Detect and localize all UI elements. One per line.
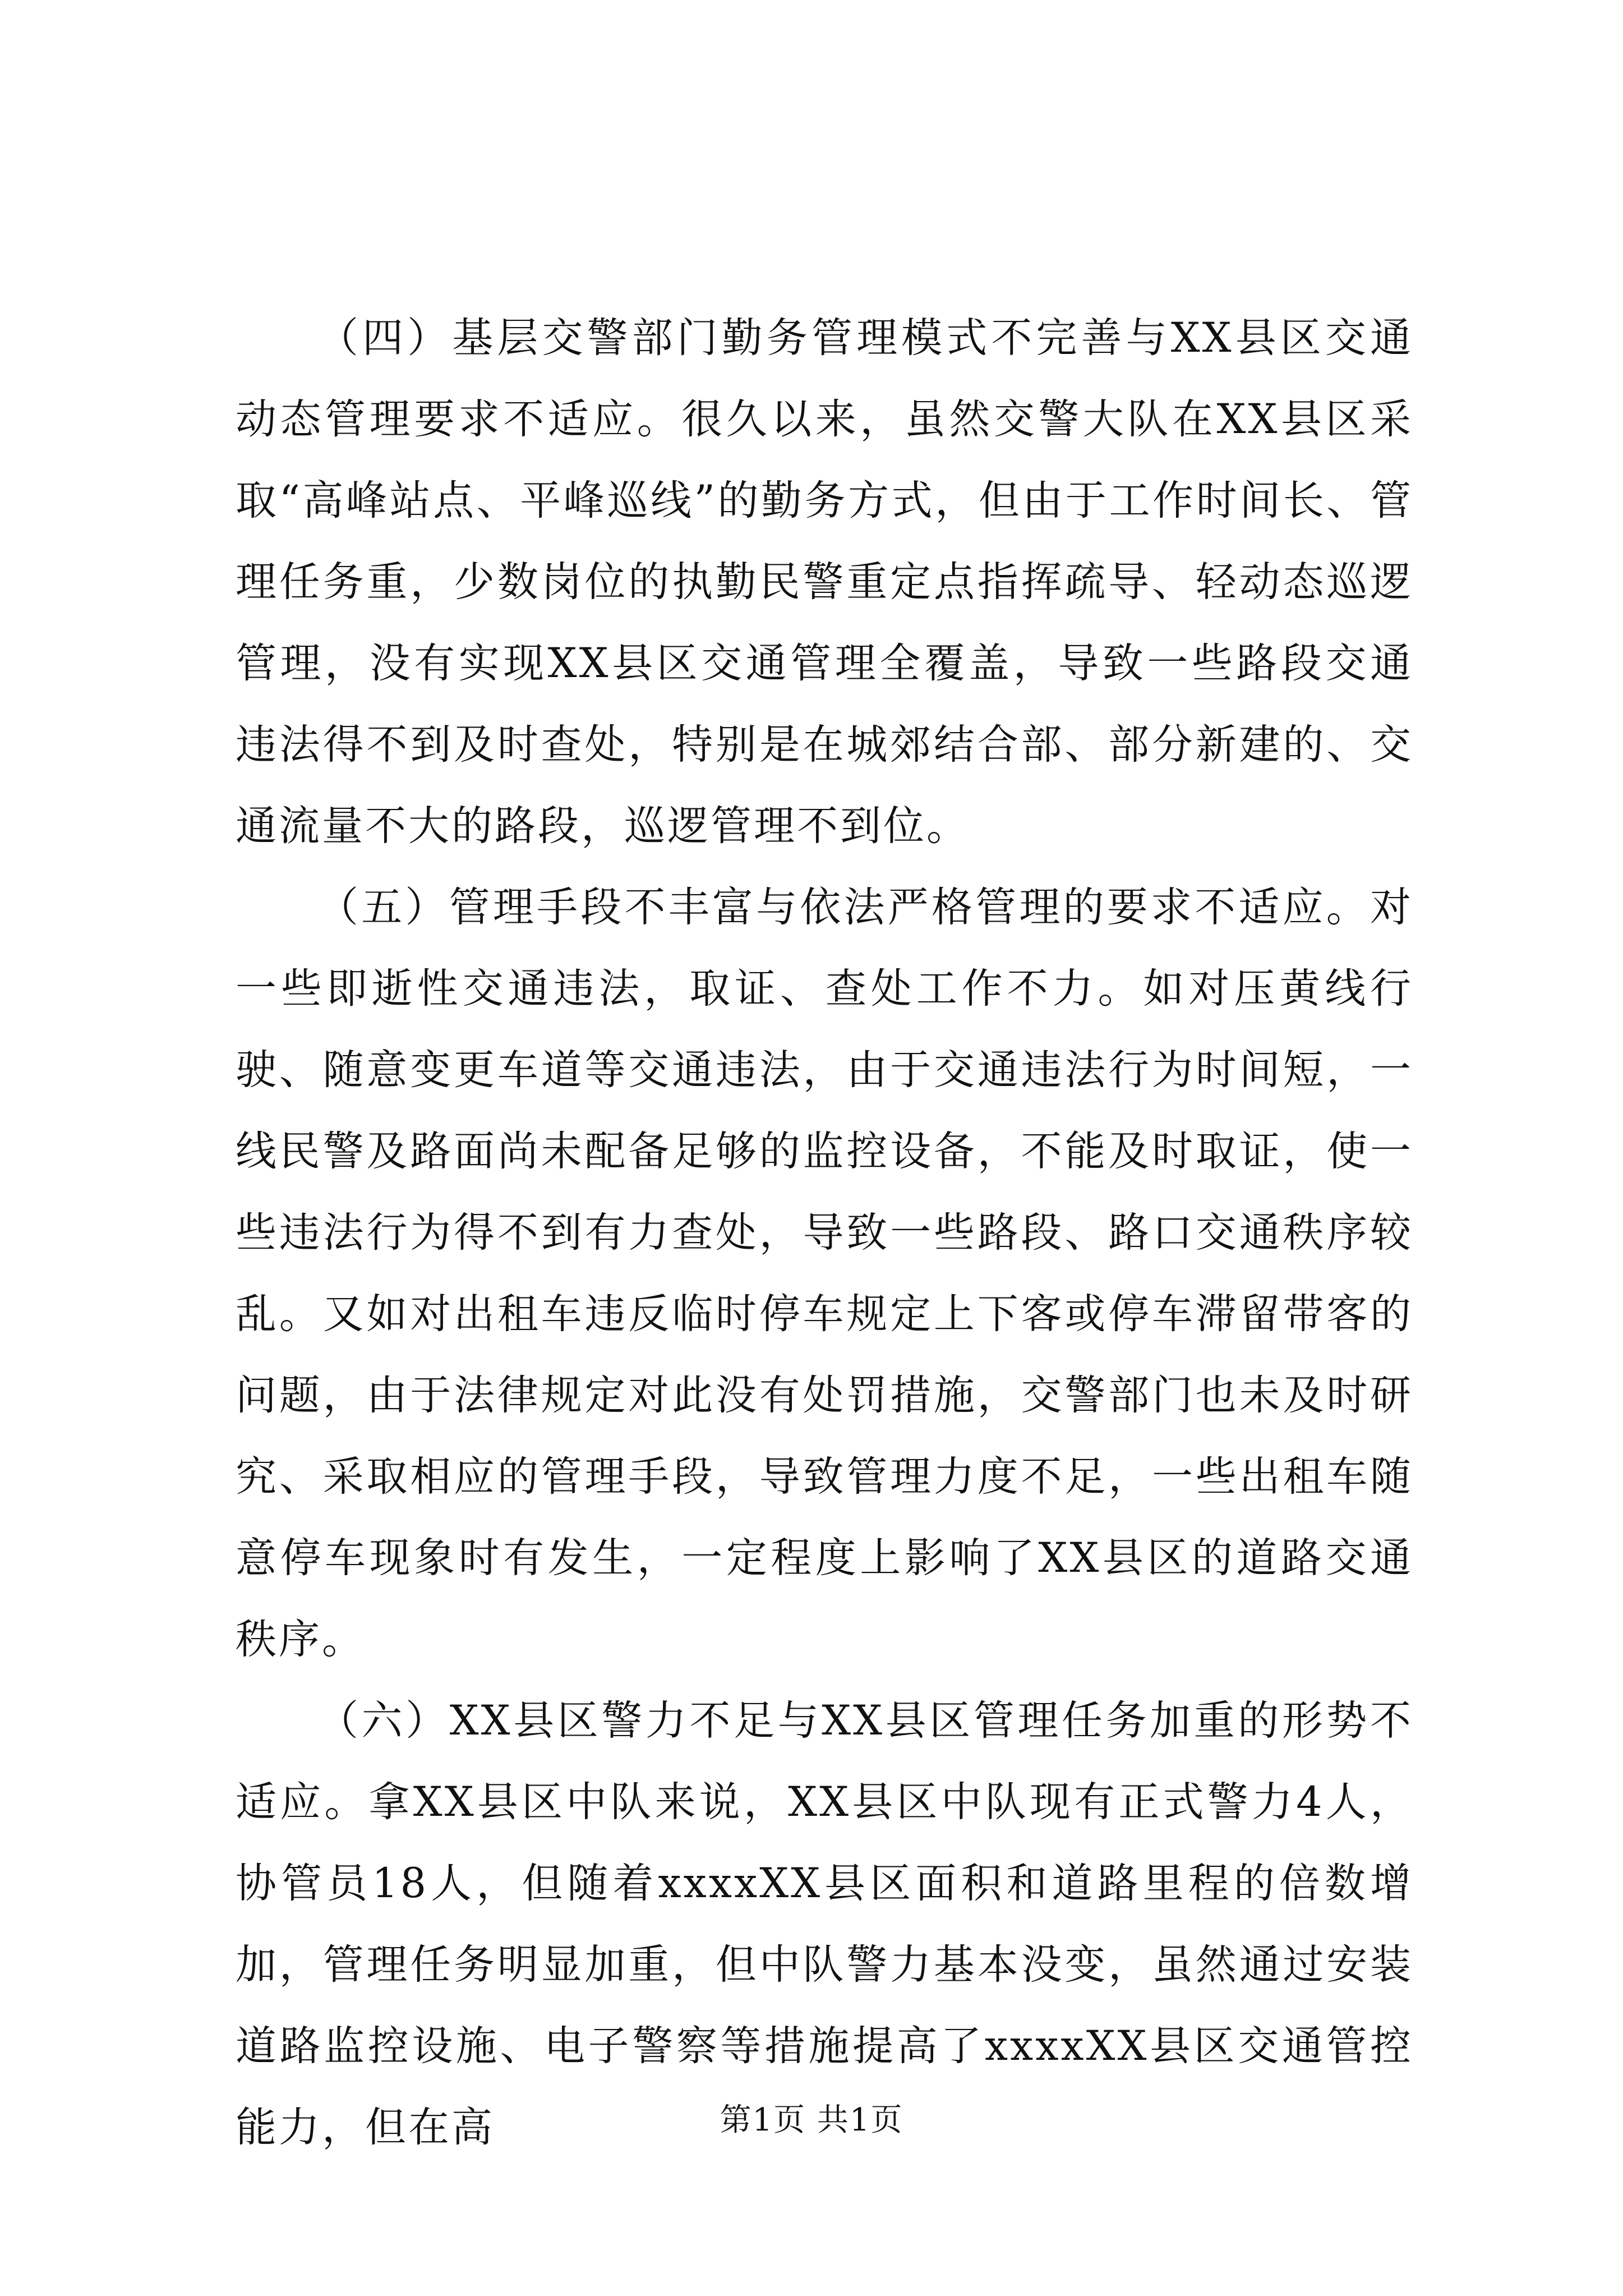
paragraph-five: （五）管理手段不丰富与依法严格管理的要求不适应。对一些即逝性交通违法，取证、查处工作不力。如对压黄线行驶、随意变更车道等交通违法，由于交通违法行为时间短，一线民警及路面尚未配备足够的监控设备，不能及时取证，使一些违法行为得不到有力查处，导致一些路段、路口交通秩序较乱。又如对出租车违反临时停车规定上下客或停车滞留带客的问题，由于法律规定对此没有处罚措施，交警部门也未及时研究、采取相应的管理手段，导致管理力度不足，一些出租车随意停车现象时有发生，一定程度上影响了XX县区的道路交通秩序。 [236, 884, 1413, 1663]
document-body [236, 297, 1413, 2168]
page-footer: 第1页 共1页 [720, 2102, 903, 2138]
paragraph-six: （六）XX县区警力不足与XX县区管理任务加重的形势不适应。拿XX县区中队来说，XX县区中队现有正式警力4人，协管员18人，但随着xxxxXX县区面积和道路里程的倍数增加，管理任务明显加重，但中队警力基本没变，虽然通过安装道路监控设施、电子警察等措施提高了xxxxXX县区交通管控能力，但在高 [236, 1697, 1413, 2151]
paragraph-four: （四）基层交警部门勤务管理模式不完善与XX县区交通动态管理要求不适应。很久以来，虽然交警大队在XX县区采取“高峰站点、平峰巡线”的勤务方式，但由于工作时间长、管理任务重，少数岗位的执勤民警重定点指挥疏导、轻动态巡逻管理，没有实现XX县区交通管理全覆盖，导致一些路段交通违法得不到及时查处，特别是在城郊结合部、部分新建的、交通流量不大的路段，巡逻管理不到位。 [236, 314, 1413, 850]
